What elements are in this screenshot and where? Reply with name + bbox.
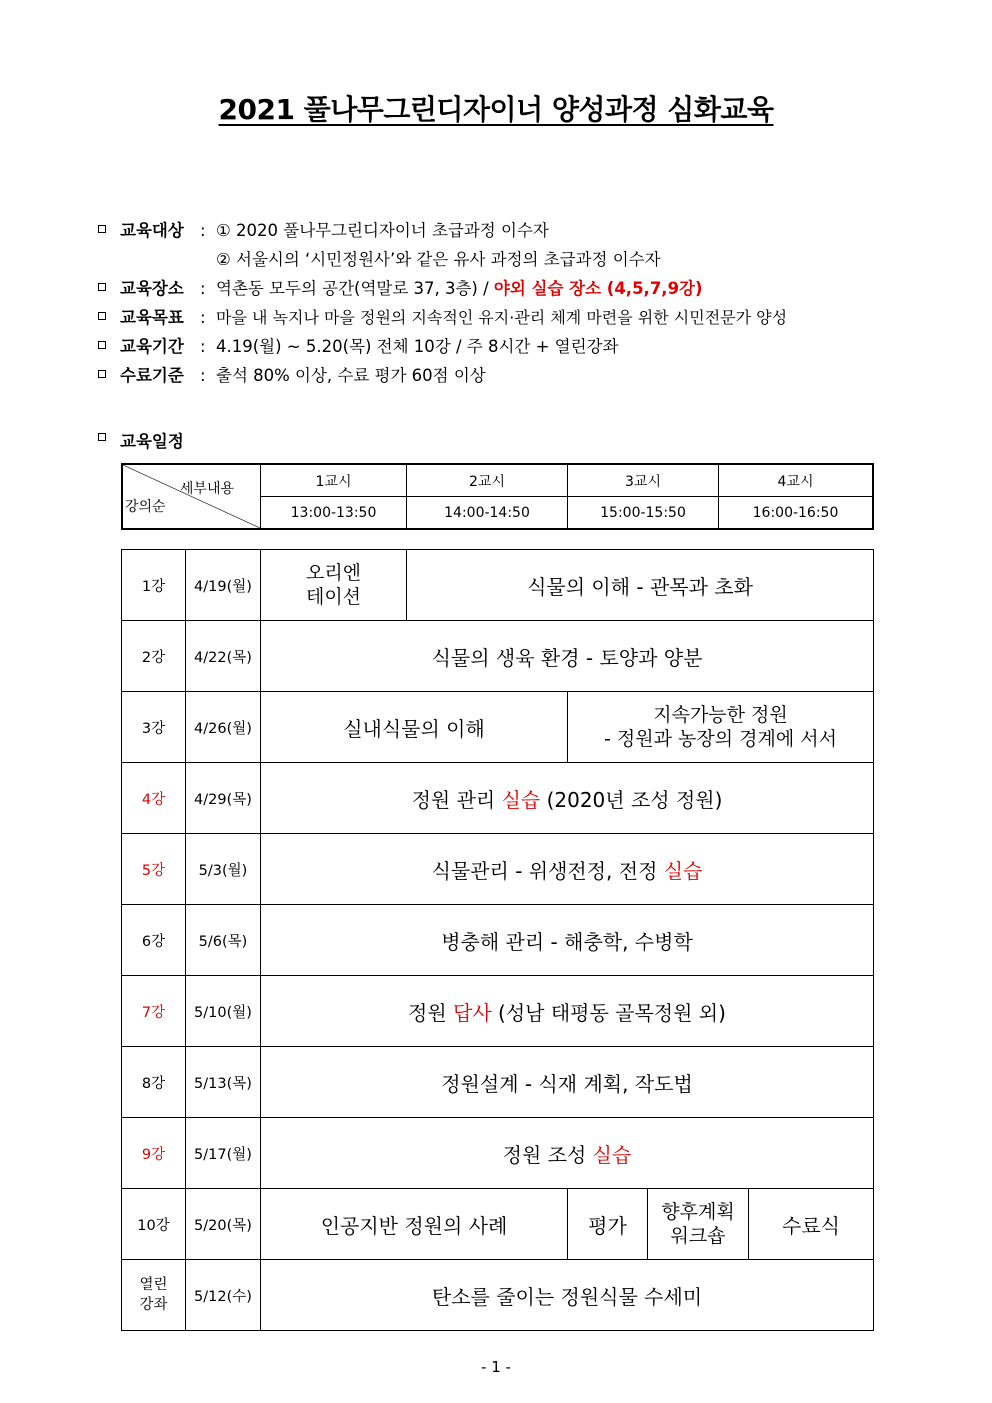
info-colon: :	[200, 279, 206, 298]
lecture-content: 탄소를 줄이는 정원식물 수세미	[261, 1260, 874, 1331]
schedule-table	[121, 549, 874, 1331]
lecture-content	[568, 692, 874, 763]
period-time: 13:00-13:50	[261, 497, 407, 530]
lecture-content: 병충해 관리 - 해충학, 수병학	[261, 905, 874, 976]
lecture-content: 평가	[568, 1189, 648, 1260]
square-bullet-icon	[98, 341, 106, 349]
lecture-number: 7강	[122, 976, 186, 1047]
content-text: 정원 조성	[502, 1142, 593, 1167]
table-row	[122, 1260, 874, 1331]
square-bullet-icon	[98, 225, 106, 233]
content-line: 강좌	[139, 1297, 168, 1313]
lecture-number: 6강	[122, 905, 186, 976]
info-colon: :	[200, 366, 206, 385]
period-label: 4교시	[719, 464, 874, 497]
info-value: 마을 내 녹지나 마을 정원의 지속적인 유지·관리 체계 마련을 위한 시민전문가 양성	[216, 308, 788, 327]
period-label: 2교시	[407, 464, 568, 497]
content-text: (2020년 조성 정원)	[540, 787, 723, 812]
lecture-date: 5/20(목)	[186, 1189, 261, 1260]
diagonal-header-cell	[122, 464, 261, 529]
lecture-date: 4/26(월)	[186, 692, 261, 763]
info-target	[98, 216, 918, 245]
content-line: - 정원과 농장의 경계에 서서	[604, 728, 837, 750]
square-bullet-icon	[98, 283, 106, 291]
table-row	[122, 621, 874, 692]
info-place	[98, 274, 918, 303]
content-text: 정원 관리	[411, 787, 502, 812]
lecture-date: 4/29(목)	[186, 763, 261, 834]
lecture-content	[261, 763, 874, 834]
content-line: 워크숍	[670, 1225, 726, 1247]
lecture-content: 수료식	[749, 1189, 874, 1260]
info-value: ① 2020 풀나무그린디자이너 초급과정 이수자	[216, 221, 549, 240]
info-target-2	[98, 245, 918, 274]
lecture-number: 9강	[122, 1118, 186, 1189]
content-line: 오리엔	[305, 562, 362, 584]
period-label: 1교시	[261, 464, 407, 497]
lecture-content	[261, 834, 874, 905]
lecture-date: 5/3(월)	[186, 834, 261, 905]
square-bullet-icon	[98, 370, 106, 378]
lecture-number: 3강	[122, 692, 186, 763]
content-highlight: 실습	[663, 858, 703, 883]
diag-top-label: 세부내용	[179, 481, 234, 497]
lecture-date: 5/10(월)	[186, 976, 261, 1047]
lecture-number: 2강	[122, 621, 186, 692]
content-highlight: 실습	[592, 1142, 632, 1167]
period-time: 16:00-16:50	[719, 497, 874, 530]
lecture-date: 4/22(목)	[186, 621, 261, 692]
content-line: 열린	[139, 1277, 168, 1293]
table-row	[122, 1189, 874, 1260]
content-highlight: 실습	[501, 787, 541, 812]
table-row	[122, 905, 874, 976]
info-label: 교육장소	[120, 279, 184, 298]
lecture-date: 5/17(월)	[186, 1118, 261, 1189]
lecture-number: 4강	[122, 763, 186, 834]
place-outdoor-text: 야외 실습 장소 (4,5,7,9강)	[493, 279, 703, 298]
content-line: 지속가능한 정원	[653, 704, 788, 726]
lecture-date: 5/12(수)	[186, 1260, 261, 1331]
info-label: 수료기준	[120, 366, 184, 385]
info-value: 출석 80% 이상, 수료 평가 60점 이상	[216, 366, 486, 385]
info-label: 교육대상	[120, 221, 184, 240]
period-header-table	[121, 463, 874, 530]
lecture-number: 1강	[122, 550, 186, 621]
content-line: 향후계획	[661, 1201, 735, 1223]
lecture-number: 8강	[122, 1047, 186, 1118]
lecture-content: 실내식물의 이해	[261, 692, 568, 763]
info-label: 교육목표	[120, 308, 184, 327]
content-highlight: 답사	[453, 1000, 492, 1025]
info-colon: :	[200, 308, 206, 327]
table-row	[122, 550, 874, 621]
table-row	[122, 834, 874, 905]
table-row	[122, 763, 874, 834]
page-number: - 1 -	[481, 1358, 511, 1376]
lecture-content: 인공지반 정원의 사례	[261, 1189, 568, 1260]
table-row	[122, 692, 874, 763]
schedule-label: 교육일정	[120, 432, 184, 451]
lecture-content: 식물의 생육 환경 - 토양과 양분	[261, 621, 874, 692]
content-text: 식물관리 - 위생전정, 전정	[431, 858, 664, 883]
info-colon: :	[200, 337, 206, 356]
content-line: 테이션	[305, 586, 362, 608]
square-bullet-icon	[98, 433, 106, 441]
lecture-number: 5강	[122, 834, 186, 905]
lecture-date: 5/13(목)	[186, 1047, 261, 1118]
lecture-number: 10강	[122, 1189, 186, 1260]
info-label: 교육기간	[120, 337, 184, 356]
document-title: 2021 풀나무그린디자이너 양성과정 심화교육	[218, 93, 774, 126]
info-goal	[98, 303, 918, 332]
lecture-content	[648, 1189, 749, 1260]
info-value: 4.19(월) ~ 5.20(목) 전체 10강 / 주 8시간 + 열린강좌	[216, 337, 619, 356]
period-label: 3교시	[568, 464, 719, 497]
lecture-content	[261, 550, 407, 621]
info-colon: :	[200, 221, 206, 240]
lecture-date: 5/6(목)	[186, 905, 261, 976]
lecture-number	[122, 1260, 186, 1331]
table-row	[122, 1047, 874, 1118]
table-row	[122, 1118, 874, 1189]
info-value: ② 서울시의 ‘시민정원사’와 같은 유사 과정의 초급과정 이수자	[216, 250, 661, 269]
place-text: 역촌동 모두의 공간(역말로 37, 3층) /	[216, 279, 494, 298]
square-bullet-icon	[98, 312, 106, 320]
lecture-content: 식물의 이해 - 관목과 초화	[407, 550, 874, 621]
content-text: (성남 태평동 골목정원 외)	[491, 1000, 726, 1025]
info-value	[216, 274, 703, 303]
lecture-content	[261, 976, 874, 1047]
period-time: 15:00-15:50	[568, 497, 719, 530]
info-section	[98, 216, 918, 390]
lecture-content: 정원설계 - 식재 계획, 작도법	[261, 1047, 874, 1118]
lecture-content	[261, 1118, 874, 1189]
lecture-date: 4/19(월)	[186, 550, 261, 621]
info-criteria	[98, 361, 918, 390]
table-row	[122, 976, 874, 1047]
period-time: 14:00-14:50	[407, 497, 568, 530]
diag-bottom-label: 강의순	[125, 499, 166, 515]
content-text: 정원	[408, 1000, 454, 1025]
info-period	[98, 332, 918, 361]
